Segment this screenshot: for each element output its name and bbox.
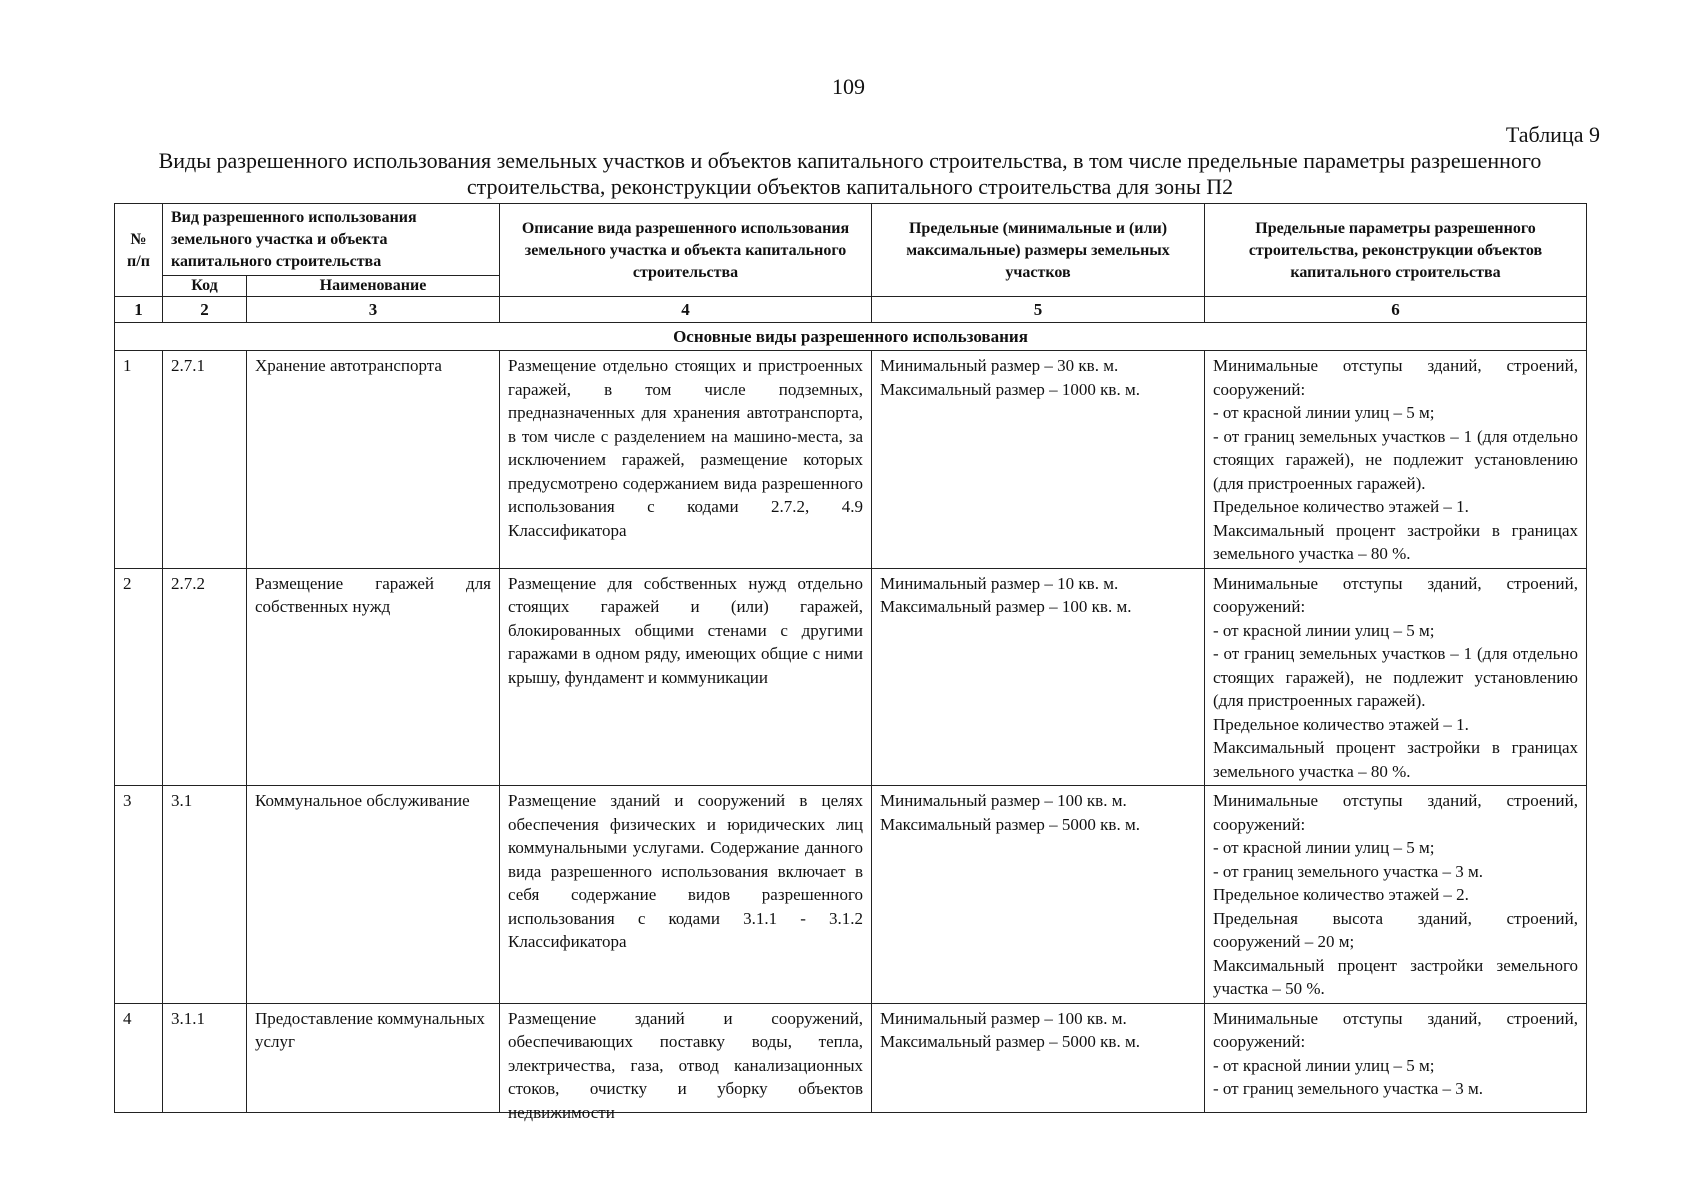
- table-row: [115, 568, 1587, 786]
- column-number: 4: [500, 297, 872, 323]
- row-description: Размещение зданий и сооружений в целях обеспечения физических и юридических лиц коммунальными услугами. Содержание данного вида разрешенного использования включает в себя содержание видов разрешенного использования с кодами 3.1.1 - 3.1.2 Классификатора: [500, 786, 872, 1004]
- size-max: Максимальный размер – 100 кв. м.: [880, 597, 1132, 616]
- row-params: [1205, 1003, 1587, 1112]
- row-sizes: [872, 351, 1205, 569]
- param-line: Максимальный процент застройки в границах земельного участка – 80 %.: [1213, 520, 1578, 563]
- row-code: 3.1: [163, 786, 247, 1004]
- table-label: Таблица 9: [1505, 122, 1600, 147]
- header-number: № п/п: [115, 204, 163, 297]
- header-name: Наименование: [247, 276, 500, 297]
- row-description: Размещение отдельно стоящих и пристроенных гаражей, в том числе подземных, предназначенных для хранения автотранспорта, в том числе с разделением на машино-места, за исключением гаражей, размещение которых предусмотрено содержанием вида разрешенного использования с кодами 2.7.2, 4.9 Классификатора: [500, 351, 872, 569]
- param-line: - от границ земельного участка – 3 м.: [1213, 861, 1483, 881]
- param-line: Предельное количество этажей – 2.: [1213, 885, 1469, 904]
- param-line: - от красной линии улиц – 5 м;: [1213, 403, 1435, 422]
- param-line: Максимальный процент застройки в границах земельного участка – 80 %.: [1213, 738, 1578, 781]
- param-line: - от красной линии улиц – 5 м;: [1213, 620, 1435, 640]
- row-sizes: [872, 786, 1205, 1004]
- row-sizes: [872, 1003, 1205, 1112]
- param-line: Минимальные отступы зданий, строений, сооружений:: [1213, 1008, 1578, 1051]
- table-row: [115, 351, 1587, 569]
- row-number: 1: [115, 351, 163, 569]
- size-min: Минимальный размер – 100 кв. м.: [880, 1008, 1127, 1028]
- size-max: Максимальный размер – 5000 кв. м.: [880, 1032, 1140, 1051]
- param-line: Предельное количество этажей – 1.: [1213, 497, 1469, 516]
- row-name: Коммунальное обслуживание: [247, 786, 500, 1004]
- table-row: [115, 786, 1587, 1004]
- column-number: 1: [115, 297, 163, 323]
- row-params: [1205, 351, 1587, 569]
- param-line: - от границ земельного участка – 3 м.: [1213, 1079, 1483, 1098]
- row-number: 3: [115, 786, 163, 1004]
- column-number: 5: [872, 297, 1205, 323]
- row-params: [1205, 786, 1587, 1004]
- size-min: Минимальный размер – 100 кв. м.: [880, 791, 1127, 810]
- header-sizes: Предельные (минимальные и (или) максимальные) размеры земельных участков: [872, 204, 1205, 297]
- param-line: - от границ земельных участков – 1 (для отдельно стоящих гаражей), не подлежит установлению (для пристроенных гаражей).: [1213, 644, 1578, 710]
- size-max: Максимальный размер – 5000 кв. м.: [880, 814, 1140, 834]
- param-line: - от красной линии улиц – 5 м;: [1213, 838, 1435, 857]
- section-row: [115, 323, 1587, 351]
- row-code: 3.1.1: [163, 1003, 247, 1112]
- header-code: Код: [163, 276, 247, 297]
- param-line: - от красной линии улиц – 5 м;: [1213, 1055, 1435, 1075]
- param-line: Предельная высота зданий, строений, сооружений – 20 м;: [1213, 908, 1578, 951]
- param-line: Предельное количество этажей – 1.: [1213, 714, 1469, 734]
- size-min: Минимальный размер – 10 кв. м.: [880, 573, 1119, 593]
- header-description: Описание вида разрешенного использования земельного участка и объекта капитального строительства: [500, 204, 872, 297]
- size-min: Минимальный размер – 30 кв. м.: [880, 356, 1119, 375]
- table-body: [115, 297, 1587, 1122]
- param-line: Максимальный процент застройки земельного участка – 50 %.: [1213, 955, 1578, 998]
- row-code: 2.7.2: [163, 568, 247, 786]
- land-use-table: [114, 203, 1587, 1122]
- column-number-row: [115, 297, 1587, 323]
- column-number: 2: [163, 297, 247, 323]
- section-title: Основные виды разрешенного использования: [115, 323, 1587, 351]
- row-name: Хранение автотранспорта: [247, 351, 500, 569]
- page-number: 109: [832, 74, 865, 99]
- row-name: Размещение гаражей для собственных нужд: [247, 568, 500, 786]
- param-line: Минимальные отступы зданий, строений, сооружений:: [1213, 791, 1578, 834]
- row-sizes: [872, 568, 1205, 786]
- column-number: 6: [1205, 297, 1587, 323]
- param-line: Минимальные отступы зданий, строений, сооружений:: [1213, 356, 1578, 399]
- size-max: Максимальный размер – 1000 кв. м.: [880, 379, 1140, 399]
- param-line: - от границ земельных участков – 1 (для отдельно стоящих гаражей), не подлежит установлению (для пристроенных гаражей).: [1213, 426, 1578, 493]
- row-number: 4: [115, 1003, 163, 1112]
- table-row: [115, 1003, 1587, 1112]
- header-params: Предельные параметры разрешенного строительства, реконструкции объектов капитального строительства: [1205, 204, 1587, 297]
- row-description: Размещение для собственных нужд отдельно стоящих гаражей и (или) гаражей, блокированных общими стенами с другими гаражами в одном ряду, имеющих общие с ними крышу, фундамент и коммуникации: [500, 568, 872, 786]
- param-line: Минимальные отступы зданий, строений, сооружений:: [1213, 573, 1578, 616]
- row-description-cell: [500, 1003, 872, 1122]
- row-code: 2.7.1: [163, 351, 247, 569]
- row-description: Размещение зданий и сооружений, обеспечивающих поставку воды, тепла, электричества, газа, отвод канализационных стоков, очистку и уборку объектов недвижимости: [508, 1008, 863, 1122]
- header-kind: Вид разрешенного использования земельного участка и объекта капитального строительства: [163, 204, 500, 276]
- row-number: 2: [115, 568, 163, 786]
- row-params: [1205, 568, 1587, 786]
- row-name: Предоставление коммунальных услуг: [247, 1003, 500, 1112]
- table-title: Виды разрешенного использования земельных участков и объектов капитального строительства, в том числе предельные параметры разрешенного строительства, реконструкции объектов капитального строительства для зоны П2: [158, 148, 1542, 199]
- column-number: 3: [247, 297, 500, 323]
